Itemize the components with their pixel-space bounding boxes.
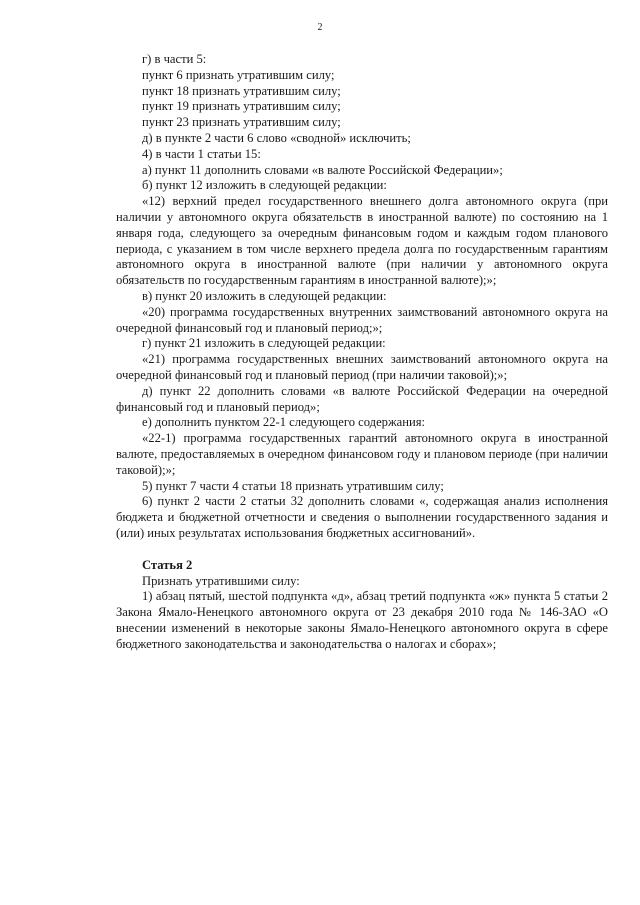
paragraph: д) в пункте 2 части 6 слово «сводной» исключить; <box>142 130 411 145</box>
paragraph: пункт 19 признать утратившим силу; <box>142 99 341 114</box>
paragraph: 6) пункт 2 части 2 статьи 32 дополнить словами «, содержащая анализ исполнения бюджета и бюджетной отчетности и сведения о выполнении государственного задания и (или) иных результатах использования бюджетных ассигнований». <box>116 494 608 540</box>
paragraph: е) дополнить пунктом 22-1 следующего содержания: <box>142 415 426 430</box>
paragraph: 1) абзац пятый, шестой подпункта «д», абзац третий подпункта «ж» пункта 5 статьи 2 Закона Ямало-Ненецкого автономного округа от 23 декабря 2010 года № 146-ЗАО «О внесении изменений в некоторые законы Ямало-Ненецкого автономного округа в сфере бюджетного законодательства и законодательства о налогах и сборах»; <box>116 589 608 651</box>
paragraph: г) в части 5: <box>142 52 207 66</box>
page-number: 2 <box>317 22 323 33</box>
paragraph: пункт 18 признать утратившим силу; <box>142 83 341 98</box>
paragraph: «20) программа государственных внутренних заимствований автономного округа на очередной финансовый год и плановый период;»; <box>116 304 608 335</box>
paragraph: в) пункт 20 изложить в следующей редакции: <box>142 288 387 303</box>
paragraph: Признать утратившими силу: <box>142 573 300 588</box>
paragraph: пункт 23 признать утратившим силу; <box>142 115 341 130</box>
paragraph: 5) пункт 7 части 4 статьи 18 признать утратившим силу; <box>142 478 444 493</box>
article-heading: Статья 2 <box>142 557 193 572</box>
paragraph: «22-1) программа государственных гарантий автономного округа в иностранной валюте, предоставляемых в очередном финансовом году и плановом периоде (при наличии таковой);»; <box>116 431 608 477</box>
paragraph: «21) программа государственных внешних заимствований автономного округа на очередной финансовый год и плановый период (при наличии таковой);»; <box>116 352 608 382</box>
paragraph: д) пункт 22 дополнить словами «в валюте Российской Федерации на очередной финансовый год и плановый период»; <box>116 383 608 414</box>
paragraph: пункт 6 признать утратившим силу; <box>142 67 335 82</box>
paragraph: б) пункт 12 изложить в следующей редакции: <box>142 178 387 193</box>
paragraph: 4) в части 1 статьи 15: <box>142 146 261 161</box>
paragraph: а) пункт 11 дополнить словами «в валюте Российской Федерации»; <box>142 162 503 177</box>
document-body <box>116 52 608 652</box>
paragraph: «12) верхний предел государственного внешнего долга автономного округа (при наличии у автономного округа обязательств в иностранной валюте) по состоянию на 1 января года, следующего за очередным финансовым годом и каждым годом планового периода, с указанием в том числе верхнего предела долга по государственным гарантиям автономного округа в иностранной валюте (при наличии у автономного округа обязательств по государственным гарантиям в иностранной валюте);»; <box>116 194 608 288</box>
paragraph: г) пункт 21 изложить в следующей редакции: <box>142 336 386 351</box>
